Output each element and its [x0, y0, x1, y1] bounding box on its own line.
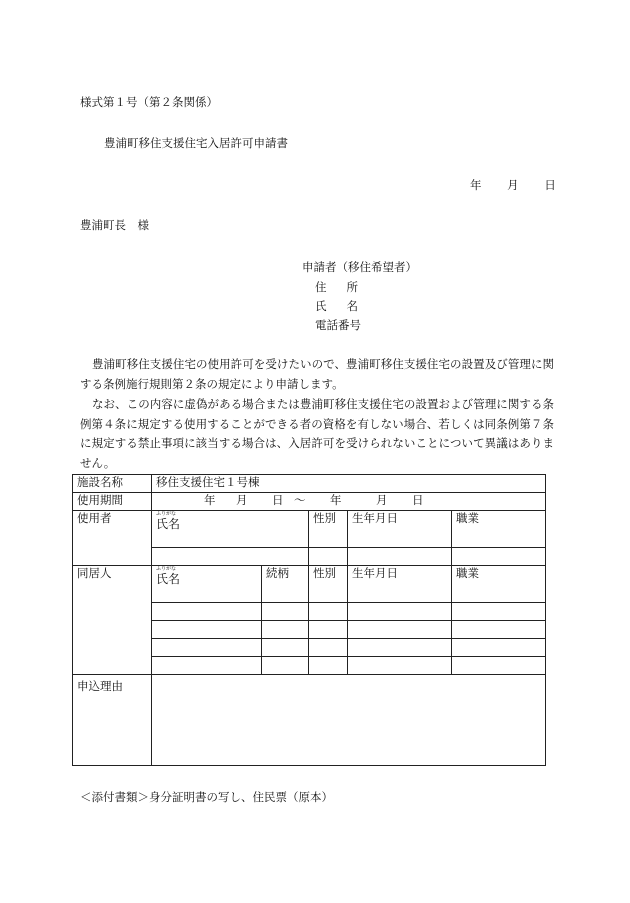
resident-occupation-input[interactable]	[452, 639, 546, 657]
resident-relationship-input[interactable]	[262, 603, 309, 621]
resident-label: 同居人	[73, 566, 152, 675]
resident-sex-input[interactable]	[309, 657, 348, 675]
resident-name-input[interactable]	[152, 639, 262, 657]
reason-label: 申込理由	[73, 675, 152, 766]
resident-birthdate-label: 生年月日	[348, 566, 452, 603]
user-birthdate-label: 生年月日	[348, 511, 452, 548]
resident-birthdate-input[interactable]	[348, 657, 452, 675]
resident-occupation-input[interactable]	[452, 621, 546, 639]
reason-row	[73, 675, 546, 766]
resident-sex-label: 性別	[309, 566, 348, 603]
period-end-day: 日	[412, 493, 424, 507]
user-sex-input[interactable]	[309, 548, 348, 566]
date-line	[470, 180, 556, 192]
resident-birthdate-input[interactable]	[348, 603, 452, 621]
user-label: 使用者	[73, 511, 152, 566]
resident-sex-input[interactable]	[309, 621, 348, 639]
user-name-label: ふりがな 氏名	[156, 511, 181, 531]
user-name-cell[interactable]	[152, 511, 309, 548]
applicant-name-label: 氏名	[315, 299, 378, 313]
facility-value[interactable]: 移住支援住宅１号棟	[152, 475, 546, 493]
user-occupation-label: 職業	[452, 511, 546, 548]
resident-name-input[interactable]	[152, 603, 262, 621]
period-label: 使用期間	[73, 493, 152, 511]
resident-birthdate-input[interactable]	[348, 621, 452, 639]
user-name-input[interactable]	[152, 548, 309, 566]
resident-header-row	[73, 566, 546, 603]
resident-name-input[interactable]	[152, 621, 262, 639]
resident-name-ruby: ふりがな	[156, 566, 177, 572]
user-birthdate-input[interactable]	[348, 548, 452, 566]
resident-occupation-input[interactable]	[452, 657, 546, 675]
resident-birthdate-input[interactable]	[348, 639, 452, 657]
period-end-year: 年	[330, 493, 342, 507]
applicant-address-label: 住所	[315, 280, 378, 294]
facility-row	[73, 475, 546, 493]
resident-name-input[interactable]	[152, 657, 262, 675]
resident-sex-input[interactable]	[309, 639, 348, 657]
declaration-statement: なお、この内容に虚偽がある場合または豊浦町移住支援住宅の設置および管理に関する条例第４条に規定する使用することができる者の資格を有しない場合、若しくは同条例第７条に規定する禁止事項に該当する場合は、入居許可を受けられないことについて異議はありません。	[80, 397, 554, 470]
period-start-day: 日	[272, 493, 284, 507]
user-occupation-input[interactable]	[452, 548, 546, 566]
facility-label: 施設名称	[73, 475, 152, 493]
application-statement: 豊浦町移住支援住宅の使用許可を受けたいので、豊浦町移住支援住宅の設置及び管理に関する条例施行規則第２条の規定により申請します。	[80, 357, 554, 391]
resident-relationship-input[interactable]	[262, 657, 309, 675]
resident-relationship-input[interactable]	[262, 621, 309, 639]
period-end-month: 月	[376, 493, 388, 507]
resident-occupation-label: 職業	[452, 566, 546, 603]
form-number: 様式第１号（第２条関係）	[80, 95, 218, 109]
period-tilde: ～	[294, 493, 306, 507]
resident-occupation-input[interactable]	[452, 603, 546, 621]
resident-relationship-input[interactable]	[262, 639, 309, 657]
user-sex-label: 性別	[309, 511, 348, 548]
resident-name-cell	[152, 566, 262, 603]
period-row	[73, 493, 546, 511]
resident-relationship-label: 続柄	[262, 566, 309, 603]
document-title: 豊浦町移住支援住宅入居許可申請書	[104, 136, 288, 150]
period-field[interactable]	[152, 493, 546, 511]
period-start-year: 年	[204, 493, 216, 507]
attachments-note: ＜添付書類＞身分証明書の写し、住民票（原本）	[80, 790, 333, 804]
user-name-ruby: ふりがな	[156, 511, 177, 517]
application-table	[72, 474, 546, 766]
applicant-phone-label: 電話番号	[315, 318, 361, 332]
resident-sex-input[interactable]	[309, 603, 348, 621]
period-start-month: 月	[236, 493, 248, 507]
addressee: 豊浦町長 様	[80, 218, 149, 232]
date-year-label: 年	[470, 178, 482, 192]
date-month-label: 月	[507, 178, 519, 192]
date-day-label: 日	[544, 178, 556, 192]
applicant-heading: 申請者（移住希望者）	[302, 260, 417, 274]
reason-input[interactable]	[152, 675, 546, 766]
resident-name-label: ふりがな 氏名	[156, 566, 181, 586]
user-header-row	[73, 511, 546, 548]
